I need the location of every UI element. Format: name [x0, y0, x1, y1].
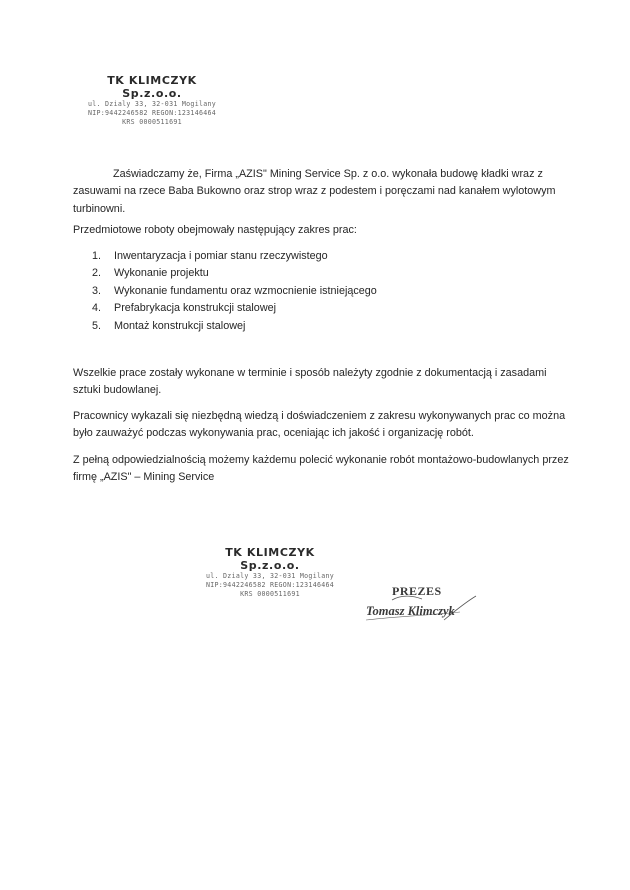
company-name: TK KLIMCZYK Sp.z.o.o. — [107, 74, 197, 100]
signature-name: Tomasz Klimczyk — [366, 604, 455, 618]
letterhead-stamp — [78, 74, 226, 127]
list-item: 5. Montaż konstrukcji stalowej — [92, 319, 246, 332]
paragraph-certification-rest: zasuwami na rzece Baba Bukowno oraz strop wraz z podestem i poręczami nad kanałem wylotowym turbinowni. — [73, 185, 556, 215]
company-krs: KRS 0000511691 — [122, 118, 182, 126]
paragraph-certification-line1: Zaświadczamy że, Firma „AZIS" Mining Service Sp. z o.o. wykonała budowę kładki wraz z — [113, 168, 543, 180]
paragraph-staff: Pracownicy wykazali się niezbędną wiedzą i doświadczeniem z zakresu wykonywanych prac co można było zauważyć podczas wykonywania prac, oceniając ich jakość i organizację robót. — [73, 410, 566, 440]
paragraph-scope-intro: Przedmiotowe roboty obejmowały następujący zakres prac: — [73, 224, 357, 236]
company-address: ul. Dzialy 33, 32-031 Mogilany — [87, 100, 217, 108]
company-krs: KRS 0000511691 — [240, 590, 300, 598]
company-stamp — [196, 546, 344, 599]
list-item: 4. Prefabrykacja konstrukcji stalowej — [92, 302, 277, 315]
company-ids: NIP:9442246582 REGON:123146464 — [205, 581, 335, 589]
paragraph-recommendation: Z pełną odpowiedzialnością możemy każdemu polecić wykonanie robót montażowo-budowlanych przez firmę „AZIS" – Mining Service — [73, 454, 569, 484]
list-item: 3. Wykonanie fundamentu oraz wzmocnienie istniejącego — [92, 284, 377, 297]
list-item: 2. Wykonanie projektu — [92, 267, 209, 280]
company-name: TK KLIMCZYK Sp.z.o.o. — [225, 546, 315, 572]
signature-title: PREZES — [392, 584, 442, 598]
company-ids: NIP:9442246582 REGON:123146464 — [87, 109, 217, 117]
company-address: ul. Dzialy 33, 32-031 Mogilany — [205, 572, 335, 580]
scope-list — [92, 248, 377, 335]
list-item: 1. Inwentaryzacja i pomiar stanu rzeczywistego — [92, 250, 328, 262]
paragraph-certification — [73, 166, 571, 218]
paragraph-completion: Wszelkie prace zostały wykonane w terminie i sposób należyty zgodnie z dokumentacją i zasadami sztuki budowlanej. — [73, 367, 547, 397]
